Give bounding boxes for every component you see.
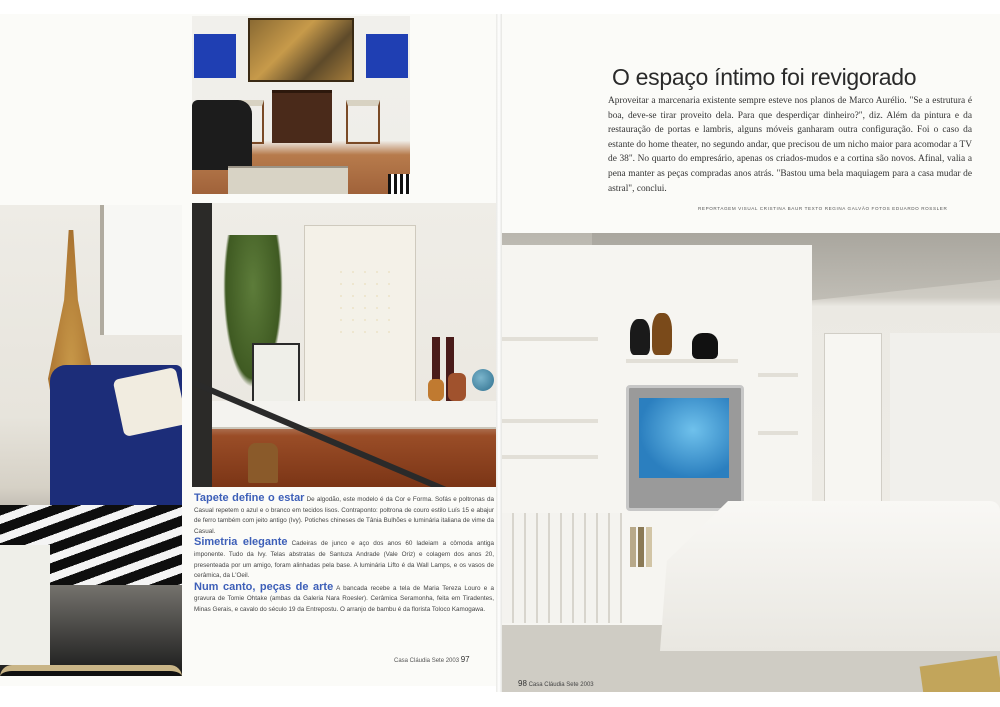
window — [100, 205, 182, 335]
blue-ceramic-ball — [472, 369, 494, 391]
shelf — [758, 373, 798, 377]
white-door — [824, 333, 882, 515]
book — [630, 527, 636, 567]
white-daybed — [660, 501, 1000, 651]
book — [638, 527, 644, 567]
photo-blue-sofa — [0, 205, 182, 676]
page-folio-right — [518, 679, 594, 688]
painting — [248, 18, 354, 82]
page-number: 97 — [460, 655, 470, 664]
photo-captions — [194, 493, 494, 616]
shelf — [502, 337, 598, 341]
ceramic-vase — [448, 373, 466, 401]
caption-title: Num canto, peças de arte — [194, 580, 334, 593]
black-bowl — [692, 333, 718, 359]
dark-wall — [192, 203, 212, 487]
photo-sideboard — [192, 203, 496, 487]
article-headline: O espaço íntimo foi revigorado — [612, 64, 917, 90]
caption-text: Cadeiras de junco e aço dos anos 60 ladeiam a cômoda antiga imponente. Tudo da Ivy. Telas abstratas de Santuza Andrade (Vale Oriz) e colagem dos anos 20, presenteada por um amigo, foram alinhadas pela base. A luminária Lifto é da Wall Lamps, e os vasos de cerâmica, da L'Oeil. — [194, 540, 494, 580]
coffee-table — [228, 166, 348, 194]
photo-home-theater — [502, 233, 1000, 692]
dark-vase — [630, 319, 650, 355]
shelf — [758, 431, 798, 435]
folio-text: Casa Cláudia Sete 2003 — [528, 682, 594, 688]
shelf — [502, 455, 598, 459]
antique-dresser — [272, 90, 332, 143]
wooden-dog-sculpture — [248, 443, 278, 483]
article-credits: REPORTAGEM VISUAL CRISTINA BAUR TEXTO REGINA GALVÃO FOTOS EDUARDO ROSSLER — [698, 206, 948, 211]
striped-rug — [388, 174, 410, 194]
black-sofa — [192, 100, 252, 170]
framed-print — [252, 343, 300, 403]
brown-vase — [652, 313, 672, 355]
caption-text: A bancada recebe a tela de Maria Tereza Louro e a gravura de Tomie Ohtake (ambas da Galeria Nara Roesler). Cerâmica Seramonha, feita em Tiradentes, Minas Gerais, e cavalo do século 19 da Entrepostu. O arranjo de bambu é da florista Toloco Kamogawa. — [194, 584, 494, 613]
shelf — [502, 419, 598, 423]
caption-title: Simetria elegante — [194, 536, 288, 549]
blue-canvas-left — [194, 34, 236, 78]
article-body: Aproveitar a marcenaria existente sempre esteve nos planos de Marco Aurélio. "Se a estrutura é boa, deve-se tirar proveito dela. Para que desperdiçar dinheiro?", diz. Além da pintura e da restauração de portas e lambris, alguns móveis ganharam outra configuração. Foi o caso da estante do home theater, no segundo andar, que precisou de um nicho maior para acomodar a TV de 38". No quarto do empresário, apenas os criados-mudos e a cortina são novos. Afinal, valia a pena manter as peças compradas anos atrás. "Bastou uma bela maquiagem para a casa mudar de astral", conclui. — [608, 96, 972, 194]
television — [626, 385, 744, 511]
page-folio-left — [394, 655, 470, 664]
glass-shelves — [890, 333, 1000, 523]
caption-text: De algodão, este modelo é da Cor e Forma. Sofás e poltronas da Casual repetem o azul e o branco em tecidos lisos. Contraponto: poltrona de couro estilo Luís 15 e abajur de ferro também com jeito antigo (Ivy). Potiches chineses de Tânia Bulhões e luminária italiana de vime da Casual. — [194, 496, 494, 535]
folio-text: Casa Cláudia Sete 2003 — [394, 658, 460, 664]
white-armchair — [0, 545, 50, 665]
leather-armchair — [0, 665, 182, 676]
caption-title: Tapete define o estar — [194, 492, 305, 504]
embroidered-pillow — [113, 367, 182, 437]
shelf — [626, 359, 738, 363]
slatted-cabinet — [502, 513, 622, 623]
photo-top-living-room — [192, 16, 410, 194]
abstract-canvas — [304, 225, 416, 403]
book — [646, 527, 652, 567]
ceramic-vase — [428, 379, 444, 401]
director-chair-right — [346, 100, 380, 144]
page-number: 98 — [518, 679, 527, 688]
blue-canvas-right — [366, 34, 408, 78]
